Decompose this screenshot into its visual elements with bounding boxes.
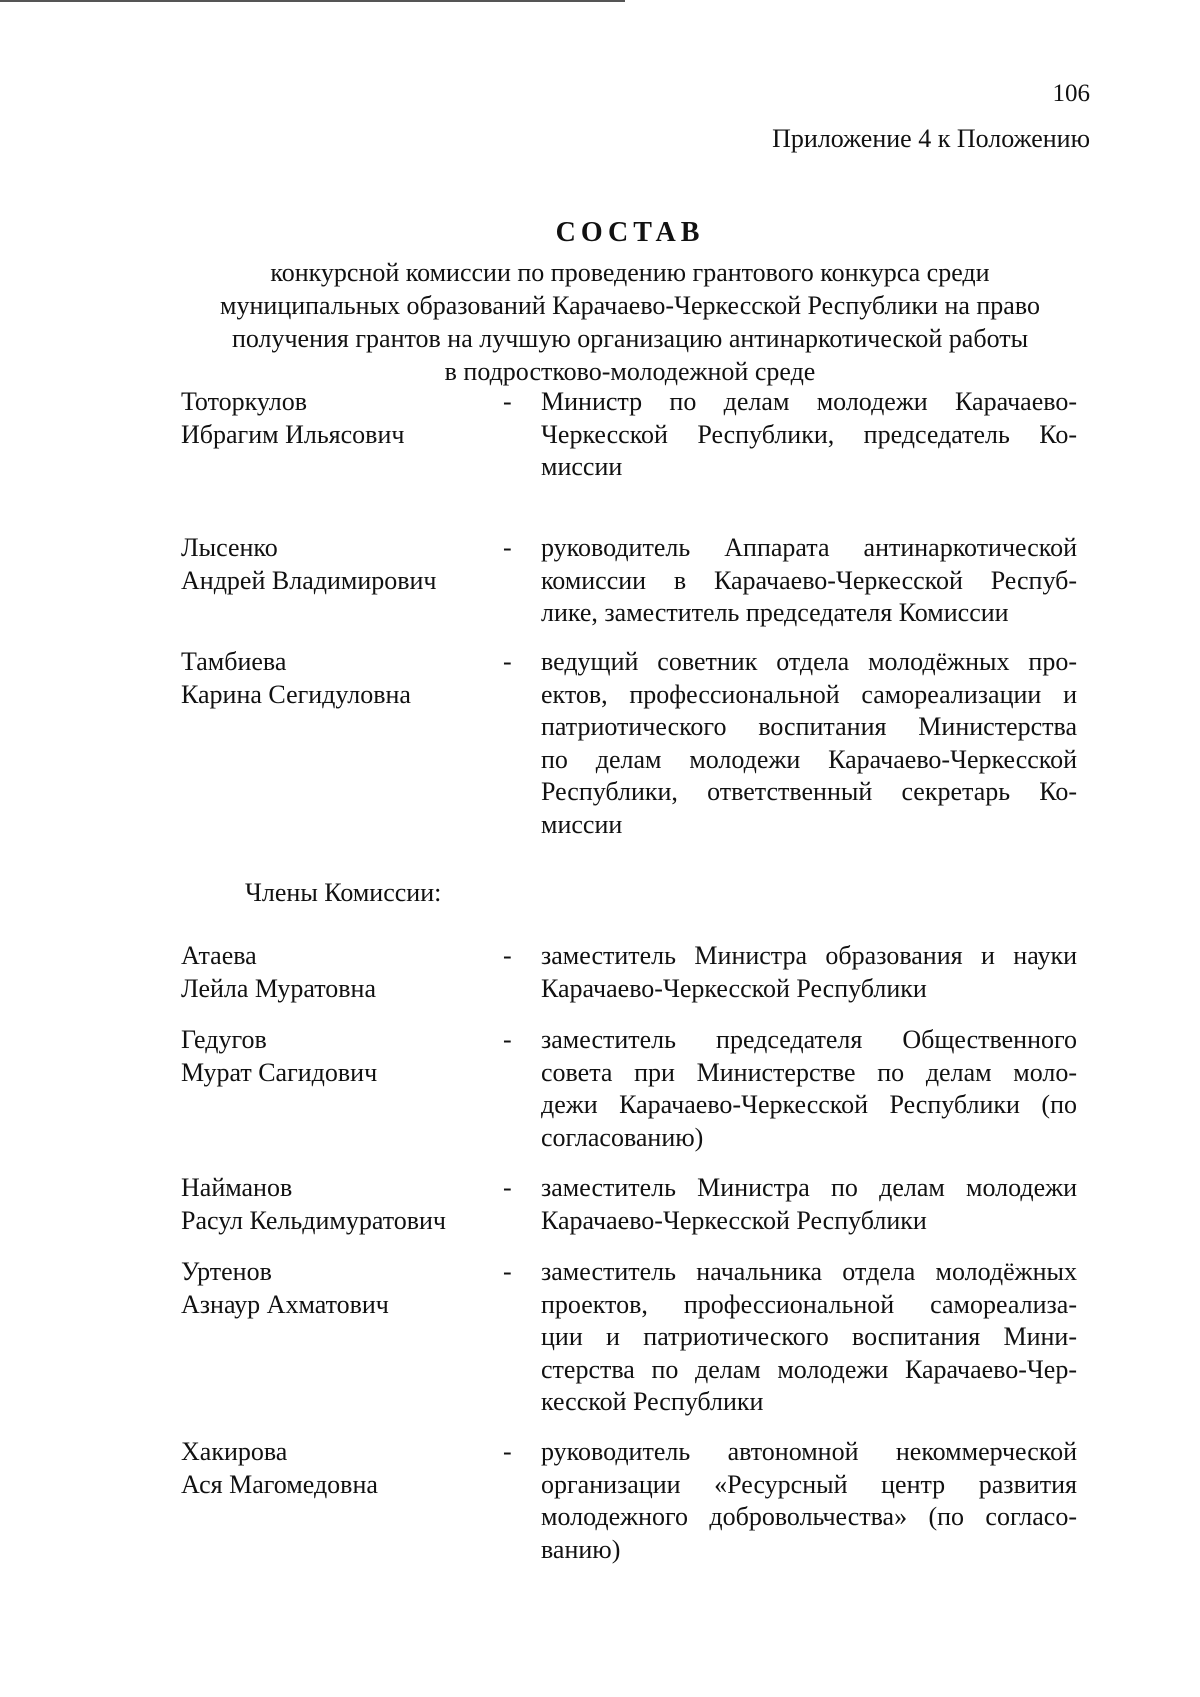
member-role bbox=[541, 532, 1077, 630]
role-line: ектов, профессиональной самореализации и bbox=[541, 679, 1077, 709]
entry-dash: - bbox=[503, 533, 512, 562]
role-line: ведущий советник отдела молодёжных про- bbox=[541, 647, 1077, 676]
role-line: проектов, профессиональной самореализа- bbox=[541, 1289, 1077, 1319]
entry-dash: - bbox=[503, 941, 512, 970]
member-role bbox=[541, 1436, 1077, 1566]
role-line: Черкесской Республики, председатель Ко- bbox=[541, 419, 1077, 449]
member-surname: Уртенов bbox=[181, 1257, 272, 1286]
role-line: молодежного добровольчества» (по согласо- bbox=[541, 1502, 1077, 1531]
member-surname: Атаева bbox=[181, 941, 257, 970]
member-given-names: Азнаур Ахматович bbox=[181, 1289, 389, 1319]
role-line: миссии bbox=[541, 809, 623, 839]
member-surname: Найманов bbox=[181, 1173, 293, 1202]
scan-edge-line bbox=[0, 0, 625, 2]
member-name bbox=[181, 386, 481, 451]
member-name bbox=[181, 646, 481, 711]
entry-dash: - bbox=[503, 1173, 512, 1202]
role-line: заместитель Министра по делам молодежи bbox=[541, 1173, 1077, 1202]
role-line: совета при Министерстве по делам моло- bbox=[541, 1057, 1077, 1087]
entry-dash: - bbox=[503, 1437, 512, 1466]
entry-dash: - bbox=[503, 1257, 512, 1286]
role-line: ванию) bbox=[541, 1534, 621, 1564]
member-given-names: Лейла Муратовна bbox=[181, 973, 377, 1003]
member-name bbox=[181, 1256, 481, 1321]
role-line: руководитель Аппарата антинаркотической bbox=[541, 533, 1077, 562]
member-role bbox=[541, 386, 1077, 484]
subtitle-line: в подростково-молодежной среде bbox=[444, 357, 816, 386]
role-line: Карачаево-Черкесской Республики bbox=[541, 1205, 927, 1235]
document-subtitle bbox=[160, 256, 1100, 388]
member-surname: Гедугов bbox=[181, 1025, 267, 1054]
role-line: дежи Карачаево-Черкесской Республики (по bbox=[541, 1090, 1077, 1119]
member-given-names: Мурат Сагидович bbox=[181, 1057, 378, 1087]
members-heading: Члены Комиссии: bbox=[245, 878, 442, 907]
appendix-reference: Приложение 4 к Положению bbox=[772, 124, 1090, 153]
role-line: организации «Ресурсный центр развития bbox=[541, 1469, 1077, 1499]
member-role bbox=[541, 1256, 1077, 1419]
role-line: кесской Республики bbox=[541, 1387, 764, 1416]
role-line: Карачаево-Черкесской Республики bbox=[541, 973, 927, 1003]
member-role bbox=[541, 1172, 1077, 1237]
subtitle-line: конкурсной комиссии по проведению грантового конкурса среди bbox=[270, 258, 990, 287]
role-line: стерства по делам молодежи Карачаево-Чер- bbox=[541, 1354, 1077, 1384]
page-number: 106 bbox=[1052, 80, 1090, 107]
role-line: руководитель автономной некоммерческой bbox=[541, 1437, 1077, 1466]
role-line: лике, заместитель председателя Комиссии bbox=[541, 598, 1009, 627]
member-given-names: Расул Кельдимуратович bbox=[181, 1205, 447, 1235]
role-line: Республики, ответственный секретарь Ко- bbox=[541, 777, 1077, 806]
member-surname: Хакирова bbox=[181, 1437, 288, 1466]
role-line: по делам молодежи Карачаево-Черкесской bbox=[541, 744, 1077, 774]
member-surname: Тоторкулов bbox=[181, 387, 307, 416]
role-line: заместитель председателя Общественного bbox=[541, 1025, 1077, 1054]
role-line: ции и патриотического воспитания Мини- bbox=[541, 1322, 1077, 1351]
member-given-names: Ася Магомедовна bbox=[181, 1469, 378, 1499]
role-line: Министр по делам молодежи Карачаево- bbox=[541, 387, 1077, 416]
subtitle-line: муниципальных образований Карачаево-Черкесской Республики на право bbox=[220, 291, 1040, 320]
member-given-names: Андрей Владимирович bbox=[181, 565, 437, 595]
role-line: заместитель Министра образования и науки bbox=[541, 941, 1077, 970]
document-title: СОСТАВ bbox=[555, 217, 705, 248]
member-name bbox=[181, 1024, 481, 1089]
member-surname: Тамбиева bbox=[181, 647, 287, 676]
entry-dash: - bbox=[503, 647, 512, 676]
entry-dash: - bbox=[503, 1025, 512, 1054]
member-role bbox=[541, 646, 1077, 841]
member-role bbox=[541, 940, 1077, 1005]
entry-dash: - bbox=[503, 387, 512, 416]
member-name bbox=[181, 1172, 481, 1237]
role-line: миссии bbox=[541, 452, 623, 481]
member-role bbox=[541, 1024, 1077, 1154]
role-line: комиссии в Карачаево-Черкесской Респуб- bbox=[541, 565, 1077, 595]
member-name bbox=[181, 532, 481, 597]
member-given-names: Ибрагим Ильясович bbox=[181, 419, 405, 449]
member-given-names: Карина Сегидуловна bbox=[181, 679, 411, 709]
role-line: согласованию) bbox=[541, 1122, 704, 1152]
member-name bbox=[181, 1436, 481, 1501]
role-line: патриотического воспитания Министерства bbox=[541, 712, 1077, 741]
role-line: заместитель начальника отдела молодёжных bbox=[541, 1257, 1077, 1286]
subtitle-line: получения грантов на лучшую организацию антинаркотической работы bbox=[231, 324, 1029, 353]
member-name bbox=[181, 940, 481, 1005]
member-surname: Лысенко bbox=[181, 533, 278, 562]
